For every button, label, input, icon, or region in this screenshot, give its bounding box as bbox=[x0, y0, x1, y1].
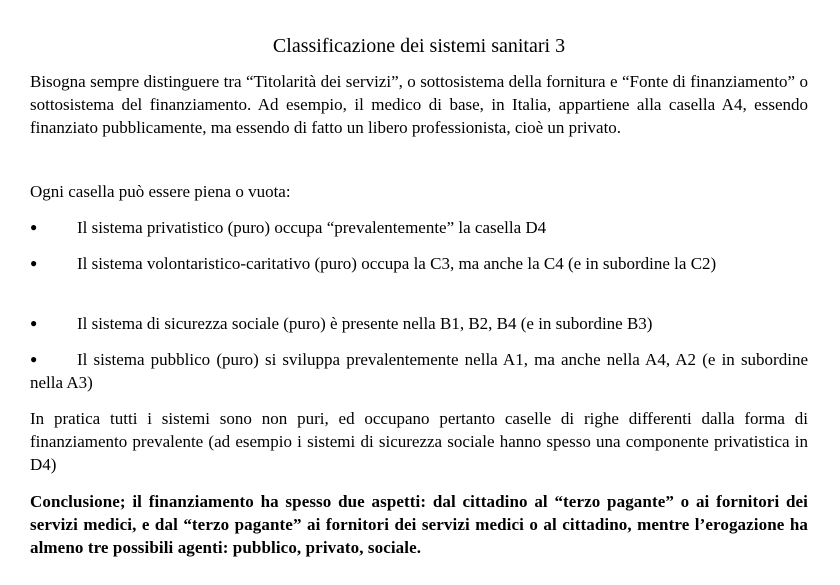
bullet-dot-icon: ● bbox=[30, 352, 38, 366]
bullet-item-volontaristico bbox=[30, 252, 808, 275]
bullet-dot-icon: ● bbox=[30, 220, 38, 234]
bullet-text: Il sistema privatistico (puro) occupa “prevalentemente” la casella D4 bbox=[77, 218, 547, 237]
practice-paragraph: In pratica tutti i sistemi sono non puri, ed occupano pertanto caselle di righe differenti dalla forma di finanziamento prevalente (ad esempio i sistemi di sicurezza sociale hanno spesso una componente privatistica in D4) bbox=[30, 409, 808, 474]
intro-paragraph: Bisogna sempre distinguere tra “Titolarità dei servizi”, o sottosistema della fornitura e “Fonte di finanziamento” o sottosistema del finanziamento. Ad esempio, il medico di base, in Italia, appartiene alla casella A4, essendo finanziato pubblicamente, ma essendo di fatto un libero professionista, cioè un privato. bbox=[30, 72, 808, 137]
bullet-dot-icon: ● bbox=[30, 256, 38, 270]
bullet-item-pubblico bbox=[30, 348, 808, 394]
cells-note-paragraph: Ogni casella può essere piena o vuota: bbox=[30, 182, 291, 201]
bullet-text: Il sistema volontaristico-caritativo (puro) occupa la C3, ma anche la C4 (e in subordine la C2) bbox=[77, 254, 717, 273]
bullet-item-sicurezza-sociale bbox=[30, 312, 808, 335]
bullet-dot-icon: ● bbox=[30, 316, 38, 330]
document-page bbox=[30, 0, 808, 585]
bullet-item-privatistico bbox=[30, 216, 808, 239]
bullet-text: Il sistema pubblico (puro) si sviluppa prevalentemente nella A1, ma anche nella A4, A2 (e in subordine nella A3) bbox=[30, 350, 808, 392]
conclusion-paragraph: Conclusione; il finanziamento ha spesso due aspetti: dal cittadino al “terzo pagante” o ai fornitori dei servizi medici, e dal “terzo pagante” ai fornitori dei servizi medici o al cittadino, mentre l’erogazione ha almeno tre possibili agenti: pubblico, privato, sociale. bbox=[30, 492, 808, 557]
page-title: Classificazione dei sistemi sanitari 3 bbox=[272, 35, 566, 57]
bullet-text: Il sistema di sicurezza sociale (puro) è presente nella B1, B2, B4 (e in subordine B3) bbox=[77, 314, 653, 333]
